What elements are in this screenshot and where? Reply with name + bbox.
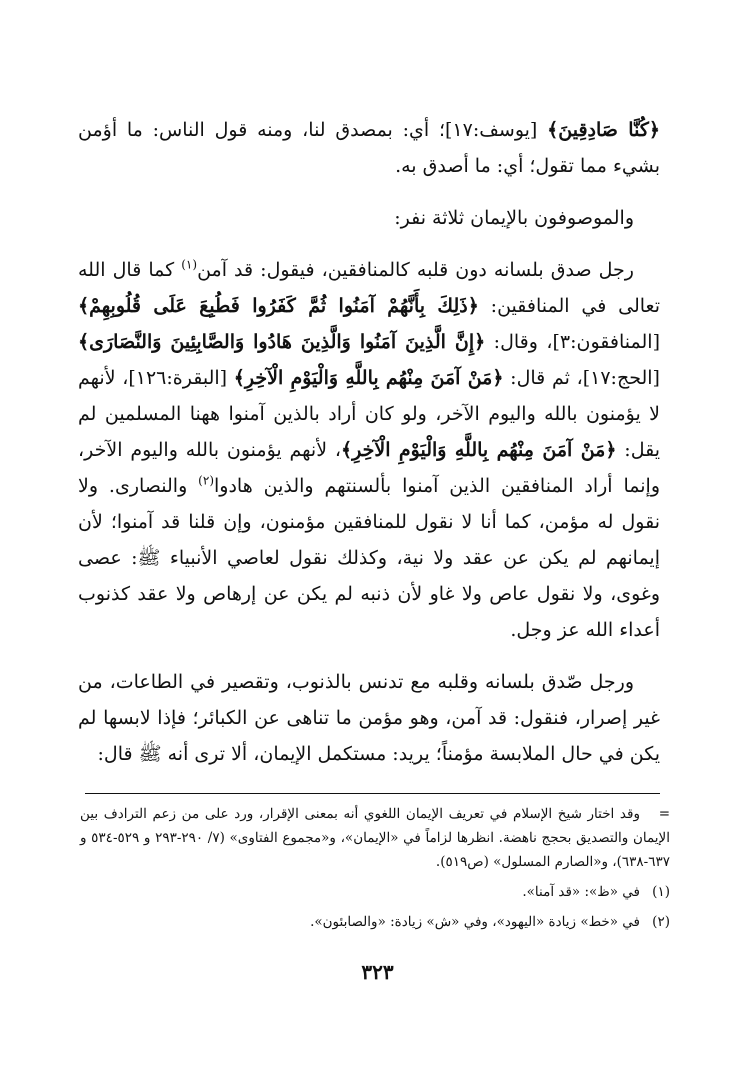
footnote-1 [80,880,670,904]
quran-quote: ﴿مَنْ آمَنَ مِنْهُم بِاللَّهِ وَالْيَوْمِ الْآخِرِ﴾ [341,439,617,461]
footnote-text: في «ظ»: «قد آمنا». [522,884,640,900]
footnote-ref-1[interactable]: (١) [181,257,198,272]
quran-quote: ﴿مَنْ آمَنَ مِنْهُم بِاللَّهِ وَالْيَوْمِ الْآخِرِ﴾ [233,367,504,389]
paragraph-text: والموصوفون بالإيمان ثلاثة نفر: [394,207,634,229]
footnotes [80,802,670,940]
paragraph-text: والنصارى. ولا نقول له مؤمن، كما أنا لا نقول للمنافقين مؤمنون، وإن قلنا قد آمنوا؛ لأن إيمانهم لم يكن عن عقد ولا نية، وكذلك نقول لعاصي الأنبياء ﷺ: عصى وغوى، ولا نقول عاص ولا غاو لأن ذنبه لم يكن عن إرهاص ولا عقد كذنوب أعداء الله عز وجل. [78,475,660,641]
footnote-2 [80,910,670,934]
paragraph-text: ، لأنهم يؤمنون بالله واليوم الآخر، وإنما أراد المنافقين الذين آمنوا بألسنتهم والذين هادوا [78,439,661,497]
footnote-continuation [80,802,670,874]
paragraph-2 [78,200,660,236]
footnote-divider [85,793,660,794]
paragraph-text: [يوسف:١٧]؛ أي: بمصدق لنا، ومنه قول الناس: ما أؤمن بشيء مما تقول؛ أي: ما أصدق به. [78,119,660,177]
quran-quote: ﴿ذَلِكَ بِأَنَّهُمْ آمَنُوا ثُمَّ كَفَرُوا فَطُبِعَ عَلَى قُلُوبِهِمْ﴾ [78,295,479,317]
footnote-number: (٢) [652,914,670,930]
paragraph-text: [المنافقون:٣]، وقال: [485,331,660,353]
paragraph-text: رجل صدق بلسانه دون قلبه كالمنافقين، فيقول: قد آمن [197,259,634,281]
footnote-text: في «خط» زيادة «اليهود»، وفي «ش» زيادة: «والصابئون». [310,914,640,930]
main-text [78,112,660,788]
paragraph-text: [الحج:١٧]، ثم قال: [503,367,660,389]
page-number: ٣٢٣ [361,960,394,984]
paragraph-4 [78,664,660,772]
continuation-mark: = [658,806,670,822]
paragraph-3 [78,252,660,648]
paragraph-1 [78,112,660,184]
footnote-ref-2[interactable]: (٢) [198,473,214,488]
paragraph-text: كما قال الله تعالى في المنافقين: [78,259,660,317]
quran-quote: ﴿إِنَّ الَّذِينَ آمَنُوا وَالَّذِينَ هَادُوا وَالصَّابِئِينَ وَالنَّصَارَى﴾ [78,331,486,353]
footnote-text: وقد اختار شيخ الإسلام في تعريف الإيمان اللغوي أنه بمعنى الإقرار، ورد على من زعم الترادف بين الإيمان والتصديق بحجج ناهضة. انظرها لزاماً في «الإيمان»، و«مجموع الفتاوى» (٧/ ٢٩٠-٢٩٣ و ٥٢٩-٥٣٤ و ٦٣٧-٦٣٨)، و«الصارم المسلول» (ص٥١٩). [80,806,671,870]
paragraph-text: [البقرة:١٢٦]، لأنهم لا يؤمنون بالله واليوم الآخر، ولو كان أراد بالذين آمنوا ههنا المسلمين لم يقل: [78,367,660,461]
paragraph-text: ورجل صّدق بلسانه وقلبه مع تدنس بالذنوب، وتقصير في الطاعات، من غير إصرار، فنقول: قد آمن، وهو مؤمن ما تناهى عن الكبائر؛ فإذا لابسها لم يكن في حال الملابسة مؤمناً؛ يريد: مستكمل الإيمان، ألا ترى أنه ﷺ قال: [78,671,660,765]
quran-quote: ﴿كُنَّا صَادِقِينَ﴾ [547,119,660,141]
footnote-number: (١) [652,884,670,900]
